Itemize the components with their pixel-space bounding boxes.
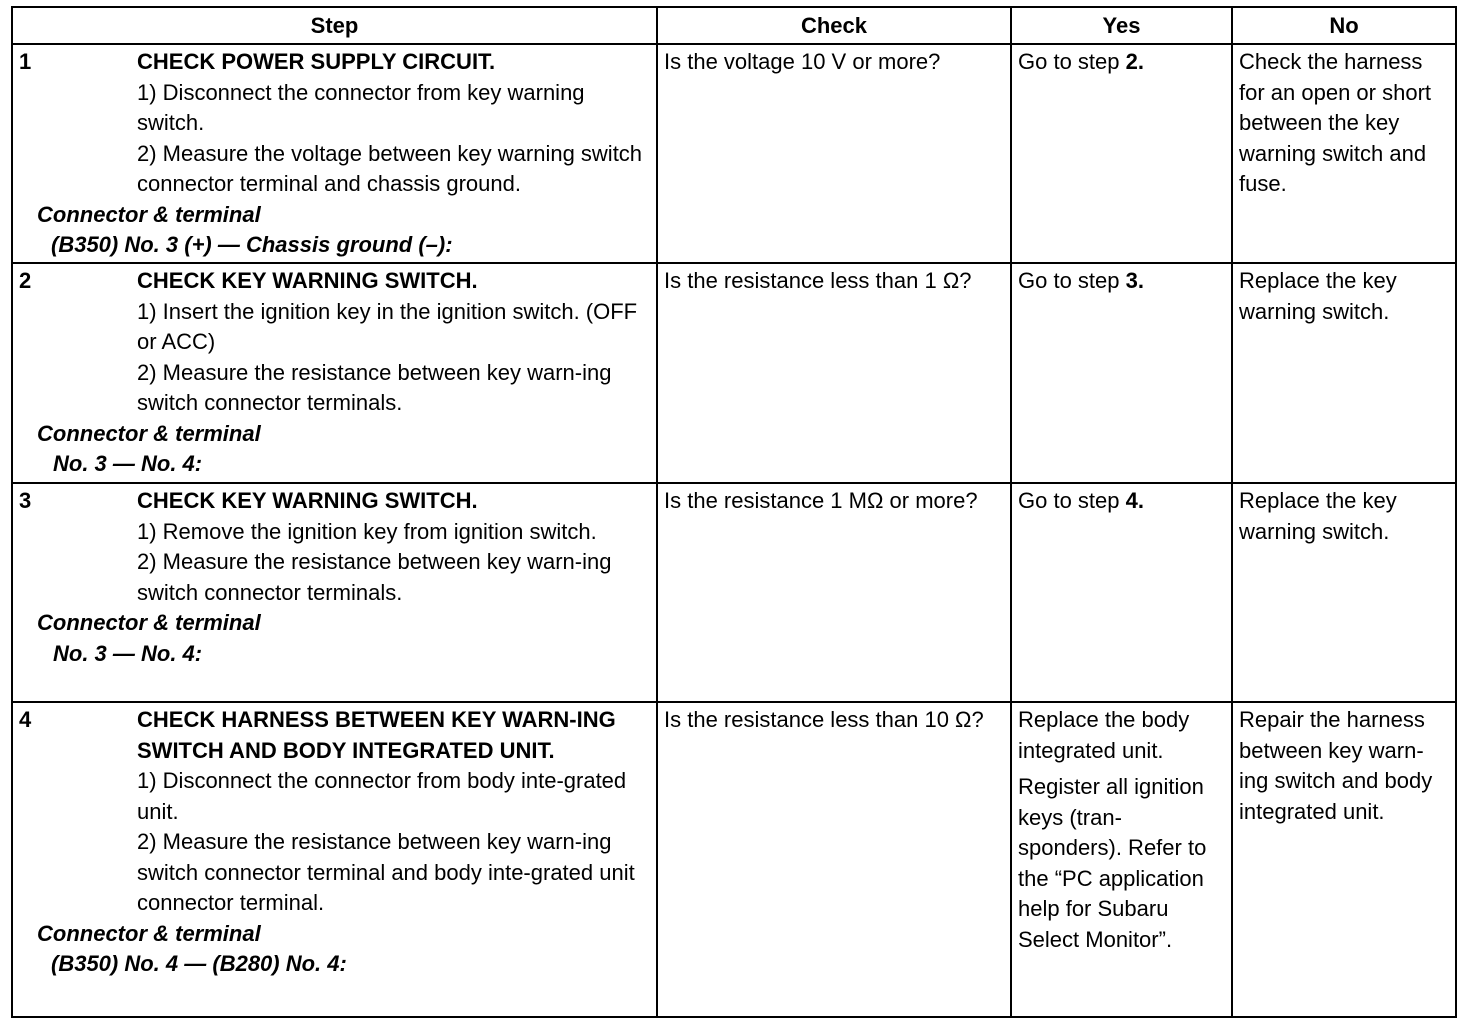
no-cell: Repair the harness between key warn-ing switch and body integrated unit.	[1232, 702, 1456, 1017]
step-number: 3	[19, 488, 32, 513]
header-yes: Yes	[1011, 7, 1232, 44]
instruction: 1) Remove the ignition key from ignition switch.	[137, 518, 597, 544]
instruction: 1) Disconnect the connector from key warning switch.	[137, 79, 585, 135]
instruction: 1) Disconnect the connector from body inte-grated unit.	[137, 768, 627, 824]
header-check: Check	[657, 7, 1011, 44]
step-title: CHECK KEY WARNING SWITCH.	[137, 268, 478, 293]
table-row	[12, 702, 1456, 1017]
instruction: 2) Measure the resistance between key warn-ing switch connector terminals.	[137, 359, 612, 415]
yes-step-number: 4	[1125, 488, 1138, 513]
instruction: 2) Measure the voltage between key warning switch connector terminal and chassis ground.	[137, 140, 643, 196]
yes-main-text: Replace the body integrated unit.	[1018, 707, 1190, 763]
yes-suffix: .	[1137, 488, 1144, 513]
instruction: 2) Measure the resistance between key warn-ing switch connector terminals.	[137, 549, 612, 605]
no-cell: Replace the key warning switch.	[1232, 483, 1456, 702]
connector-label: Connector & terminal	[37, 420, 261, 446]
connector-label: Connector & terminal	[37, 201, 261, 227]
table-row	[12, 44, 1456, 263]
yes-prefix: Go to step	[1018, 488, 1126, 513]
yes-step-number: 2	[1125, 49, 1138, 74]
instruction: 2) Measure the resistance between key warn-ing switch connector terminal and body inte-grated unit connector terminal.	[137, 829, 635, 915]
step-number: 1	[19, 49, 32, 74]
step-cell	[12, 263, 657, 483]
check-cell: Is the resistance 1 MΩ or more?	[657, 483, 1011, 702]
step-title: CHECK POWER SUPPLY CIRCUIT.	[137, 49, 496, 74]
connector-value: (B350) No. 4 — (B280) No. 4:	[51, 951, 347, 976]
connector-value: (B350) No. 3 (+) — Chassis ground (–):	[51, 232, 453, 257]
header-no: No	[1232, 7, 1456, 44]
check-cell: Is the resistance less than 1 Ω?	[657, 263, 1011, 483]
yes-cell	[1011, 483, 1232, 702]
step-number: 4	[19, 707, 32, 732]
connector-label: Connector & terminal	[37, 610, 261, 635]
table-row	[12, 483, 1456, 702]
yes-cell	[1011, 263, 1232, 483]
step-cell	[12, 483, 657, 702]
yes-prefix: Go to step	[1018, 268, 1126, 293]
yes-note-text: Register all ignition keys (tran-sponders). Refer to the “PC application help for Subaru Select Monitor”.	[1018, 774, 1207, 952]
step-number: 2	[19, 268, 32, 293]
yes-cell	[1011, 44, 1232, 263]
connector-value: No. 3 — No. 4:	[53, 451, 203, 476]
table-row	[12, 263, 1456, 483]
check-cell: Is the resistance less than 10 Ω?	[657, 702, 1011, 1017]
no-cell: Check the harness for an open or short between the key warning switch and fuse.	[1232, 44, 1456, 263]
yes-step-number: 3	[1125, 268, 1138, 293]
step-title: CHECK KEY WARNING SWITCH.	[137, 488, 478, 513]
no-cell: Replace the key warning switch.	[1232, 263, 1456, 483]
header-row	[12, 7, 1456, 44]
step-cell	[12, 44, 657, 263]
instruction: 1) Insert the ignition key in the ignition switch. (OFF or ACC)	[137, 298, 638, 354]
header-step: Step	[12, 7, 657, 44]
step-cell	[12, 702, 657, 1017]
step-title: CHECK HARNESS BETWEEN KEY WARN-ING SWITCH AND BODY INTEGRATED UNIT.	[137, 707, 616, 763]
diagnostic-table	[11, 6, 1457, 1018]
check-cell: Is the voltage 10 V or more?	[657, 44, 1011, 263]
connector-value: No. 3 — No. 4:	[53, 640, 203, 666]
yes-cell	[1011, 702, 1232, 1017]
yes-prefix: Go to step	[1018, 49, 1126, 74]
yes-suffix: .	[1137, 268, 1144, 293]
connector-label: Connector & terminal	[37, 920, 261, 946]
yes-suffix: .	[1137, 49, 1144, 74]
